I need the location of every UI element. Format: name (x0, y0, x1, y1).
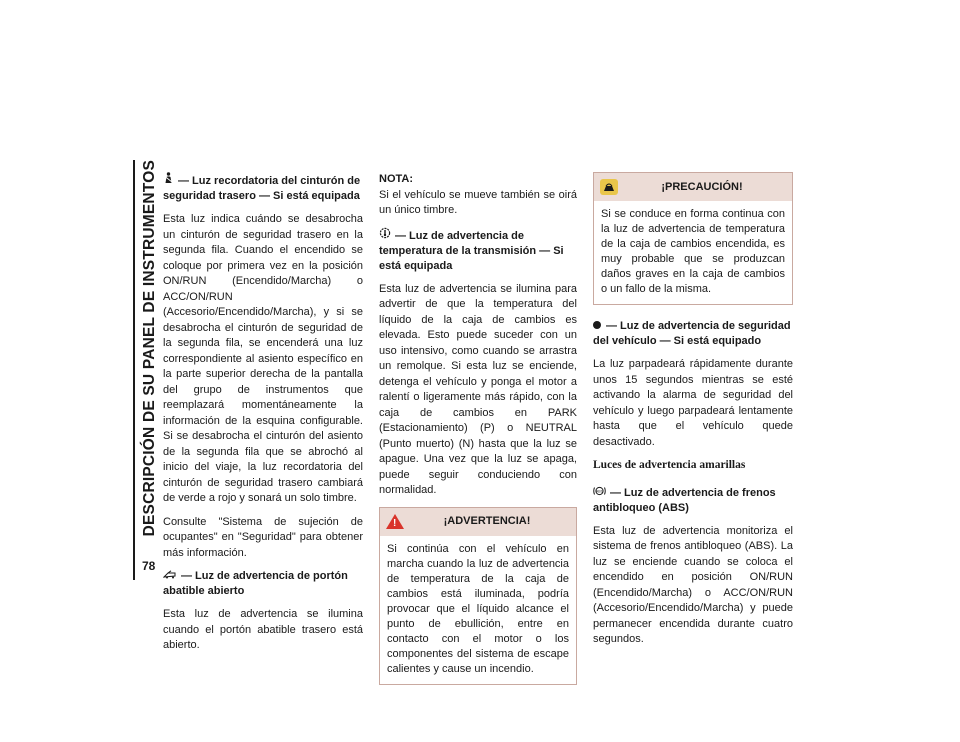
page-number: 78 (142, 559, 156, 573)
abs-heading-text: — Luz de advertencia de frenos antibloqueo (ABS) (593, 486, 776, 514)
security-heading (593, 319, 793, 349)
security-light-icon (593, 321, 601, 329)
warning-box-title: ¡ADVERTENCIA! (443, 515, 531, 527)
amber-lights-heading: Luces de advertencia amarillas (593, 459, 746, 471)
warning-box (379, 507, 577, 685)
transmission-temp-heading-text: — Luz de advertencia de temperatura de la transmisión — Si está equipada (379, 229, 564, 272)
note-label: NOTA: (379, 173, 414, 185)
transmission-temp-icon (379, 227, 391, 244)
liftgate-icon (163, 569, 177, 584)
caution-box-title: ¡PRECAUCIÓN! (661, 180, 743, 193)
column-3 (593, 172, 793, 656)
sidebar-rule (133, 160, 135, 580)
transmission-temp-heading (379, 227, 577, 274)
seatbelt-icon (163, 172, 174, 189)
caution-box-header (594, 173, 792, 201)
column-1 (163, 172, 363, 662)
seatbelt-heading (163, 172, 363, 204)
liftgate-heading (163, 569, 363, 599)
note-text: Si el vehículo se mueve también se oirá un único timbre. (379, 188, 577, 216)
liftgate-heading-text: — Luz de advertencia de portón abatible abierto (163, 570, 348, 597)
caution-box-body: Si se conduce en forma continua con la luz de advertencia de temperatura de la caja de cambios encendida, es muy probable que se produzcan daños graves en la caja de cambios o un fallo de la misma. (601, 208, 785, 295)
warning-triangle-icon (386, 514, 404, 529)
transmission-temp-paragraph: Esta luz de advertencia se ilumina para advertir de que la temperatura del líquido de la caja de cambios es elevada. Esto puede suceder con un uso intensivo, como cuando se arrastra un remolque. Si esta luz se enciende, detenga el vehículo y ponga el motor a ralentí o ligeramente más rápido, con la caja de cambios en PARK (Estacionamiento) (P) o NEUTRAL (Punto muerto) (N) hasta que la luz se apague. Una vez que la luz se apaga, puede seguir conduciendo con normalidad. (379, 282, 577, 496)
security-heading-text: — Luz de advertencia de seguridad del vehículo — Si está equipado (593, 320, 791, 347)
liftgate-paragraph: Esta luz de advertencia se ilumina cuando el portón abatible trasero está abierto. (163, 608, 363, 651)
note (379, 172, 577, 219)
security-paragraph: La luz parpadeará rápidamente durante unos 15 segundos mientras se esté activando la alarma de seguridad del vehículo y luego parpadeará lentamente hasta que el vehículo quede desactivado. (593, 358, 793, 448)
abs-heading (593, 486, 793, 516)
column-2 (379, 172, 577, 699)
svg-text:ABS: ABS (595, 489, 604, 494)
caution-icon (600, 179, 618, 195)
warning-box-body: Si continúa con el vehículo en marcha cuando la luz de advertencia de temperatura de la caja de cambios está iluminada, podría provocar que el líquido alcance el punto de ebullición, entre en contacto con el motor o los componentes del sistema de escape calientes y cause un incendio. (387, 542, 569, 675)
seatbelt-paragraph-1: Esta luz indica cuándo se desabrocha un cinturón de seguridad trasero en la segunda fila. Cuando el encendido se coloque por primera vez en la posición ON/RUN (Encendido/Marcha) o ACC/ON/RUN (Accesorio/Encendido/Marcha), y si se desabrocha el cinturón de seguridad de la segunda fila, se encenderá una luz correspondiente al asiento específico en la parte superior derecha de la pantalla del grupo de instrumentos que reemplazará momentáneamente la información de la esquina configurable. Si se desabrocha el cinturón del asiento de la segunda fila que se abrochó al inicio del viaje, la luz recordatoria del cinturón de seguridad trasero cambiará de verde a rojo y sonará un solo timbre. (163, 213, 363, 504)
section-title: DESCRIPCIÓN DE SU PANEL DE INSTRUMENTOS (141, 160, 158, 537)
abs-icon (593, 486, 606, 501)
caution-box (593, 172, 793, 305)
warning-box-header (380, 508, 576, 536)
seatbelt-paragraph-2: Consulte "Sistema de sujeción de ocupantes" en "Seguridad" para obtener más información. (163, 515, 363, 559)
abs-paragraph: Esta luz de advertencia monitoriza el sistema de frenos antibloqueo (ABS). La luz se enciende cuando se coloca el encendido en posición ON/RUN (Encendido/Marcha) o ACC/ON/RUN (Accesorio/Encendido/Marcha) y puede permanecer encendida durante cuatro segundos. (593, 524, 793, 645)
seatbelt-heading-text: — Luz recordatoria del cinturón de seguridad trasero — Si está equipada (163, 175, 361, 202)
